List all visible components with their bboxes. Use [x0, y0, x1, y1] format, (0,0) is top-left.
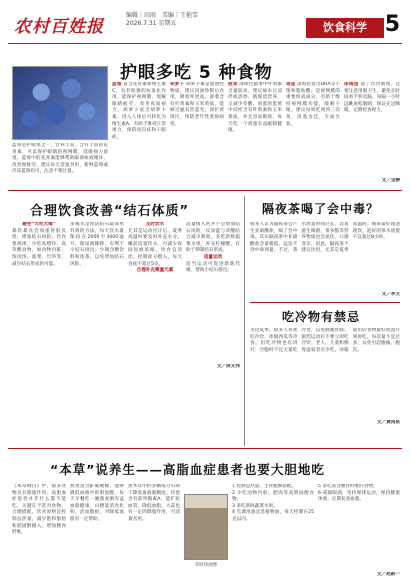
article5-col5: 5 多吃富含膳食纤维的食物。 6 戒烟限酒，坚持规律运动，保持健康体重，定期复查血脂。 — [318, 484, 400, 503]
article1-author: 文／宝静 — [381, 178, 400, 183]
article1-col3 — [170, 82, 224, 184]
article3-author: 文／李文 — [381, 292, 400, 297]
article4-title: 吃冷物有禁忌 — [282, 310, 361, 324]
article1-title: 护眼多吃 5 种食物 — [120, 63, 273, 83]
page-number: 5 — [384, 12, 400, 37]
editor-line: 编辑｜田雨 美编｜王艳雪 — [126, 12, 199, 19]
divider-3 — [8, 448, 402, 449]
article1-col4-text: 深绿色蔬菜中叶黄素含量较高，建议焯水后凉拌或清炒，既保留营养，又减少草酸。鸡蛋的蛋黄中同样含有叶黄素和玉米黄质，并且容易吸收，每天吃一个鸡蛋有益眼睛健康。 — [228, 82, 282, 134]
section-tag: 饮食科学 — [306, 18, 384, 38]
article1-col4 — [228, 82, 282, 184]
article2-col4-text: 适量摄入钙并不会增加结石风险，反而能与草酸结合减少吸收。多吃新鲜蔬菜水果，补充柠檬酸，有助于抑制结石形成。 — [186, 222, 240, 254]
article1-col5-sub: 鸡蛋 — [286, 82, 296, 87]
divider-2 — [250, 302, 400, 303]
article2-col2: 多喝水是预防结石最简单有效的方法，每天饮水量保持在2000至3000毫升，使尿液稀释，有利于小结石排出。少喝含糖饮料和浓茶，以免增加结石风险。 — [70, 222, 124, 267]
blueberry-photo — [12, 66, 108, 140]
article1-col1: 蓝莓是护眼果之一，营养丰富，含有丰富的花青素，可以保护眼睛的视网膜，延缓视力衰退。蓝莓中的花青素能够帮助眼部血液循环，改善视疲劳。建议每天适量食用，新鲜蓝莓或冷冻蓝莓均可，注意不要过量。 — [12, 143, 108, 175]
vertical-divider — [244, 196, 245, 446]
date-line: 2026.7.31 星期五 — [126, 20, 177, 27]
article5-col1: 《本草纲目》中，很多食物具有降脂作用。高脂血症患者并非什么都不能吃，关键在于选对食物、合理搭配。饮食原则是控制总热量，减少饱和脂肪和胆固醇摄入，增加膳食纤维。 — [12, 484, 66, 536]
article2-col4-sub: 适量运动 — [203, 254, 223, 260]
article1-col6 — [344, 82, 400, 178]
article1-col3-text: 胡萝卜素是脂溶性物质，建议用油炒制后食用，吸收率更高。菠菜含有叶黄素和玉米黄质，能够过滤有害蓝光，保护黄斑区，预防老年性黄斑病变。 — [170, 82, 224, 127]
header-meta — [126, 12, 198, 28]
article1-col2-sub: 蓝莓 — [112, 82, 122, 87]
article1-col6-sub: 深海鱼 — [344, 82, 359, 87]
portrait-caption: 李时珍画像 — [194, 563, 218, 568]
article5-author: 文／赵新一 — [377, 572, 400, 577]
article2-author: 文／陈文伟 — [217, 364, 240, 369]
article2-col1-sub: 避免“大吃大喝” — [22, 222, 56, 227]
article5-col4: 1 控制总热量，主食粗细搭配。 2 少吃动物内脏、肥肉等高胆固醇食物。 3 多吃新鲜蔬菜水果。 4 烹调用油宜选植物油，每天控制在25克以内。 — [232, 484, 314, 522]
article2-col4 — [186, 222, 240, 362]
article4-author: 文／黄鸿泉 — [377, 420, 400, 425]
divider-1 — [8, 190, 402, 191]
article2-col1-text: 暴饮暴食会加重肾脏负担，增加结石风险。饮食要规律，少吃高嘌呤、高草酸食物，如动物内脏、浓肉汤、菠菜、竹笋等，减少结石形成的可能。 — [12, 228, 66, 267]
article3-body: 很多人认为隔夜茶会产生亚硝酸盐，喝了会中毒。其实隔夜茶中亚硝酸盐含量极低，远达不到中毒剂量。不过，茶水放置时间过长，容易滋生细菌，茶多酚等营养物质也会氧化，口感变差。因此，隔夜茶不建议饮用，尤其是夏季高温时。喝茶最好现泡现饮，泡好的茶水放置不宜超过8小时。 — [250, 222, 400, 254]
article1-col2-text: 富含花青素和维生素C，具有很强的抗氧化作用，能保护视网膜，缓解眼睛疲劳，改善夜间视力。胡萝卜富含胡萝卜素，进入人体后可转化为维生素A，有助于维持正常视力，预防夜盲症和干眼症。 — [112, 82, 166, 140]
article1-col2 — [112, 82, 166, 184]
article5-col2: 燕麦富含β-葡聚糖，能够降低血液中的胆固醇，每天早餐吃一碗燕麦粥有益血脂健康。山楂能消食化积、活血散瘀，对降低血脂有一定帮助。 — [70, 484, 124, 522]
article2-col3-sub: 及时饮水 — [145, 222, 165, 227]
article1-col5 — [286, 82, 340, 184]
article2-col4b-text: 适当运动可促进新陈代谢，帮助小结石排出。 — [186, 261, 240, 274]
article5-col3: 黑木耳中的多糖成分有助于降低血液黏稠度。洋葱含有前列腺素A，能扩张血管、降低血脂。大蒜也有一定的降脂作用，可适量食用。 — [128, 484, 180, 522]
article1-col3-sub: 胡萝卜 — [170, 82, 185, 87]
article1-col6-text: 除了饮食调理，还要注意用眼卫生，避免长时间看手机电脑，每隔一小时远眺放松眼睛，保证充足睡眠，定期检查视力。 — [344, 82, 400, 114]
li-shizhen-portrait — [184, 494, 228, 560]
article2-col1 — [12, 222, 66, 372]
article4-body: 炎热夏季，很多人喜欢吃冷饮、冰镇西瓜等冷食。但吃冷物也有讲究：空腹时不宜大量吃冷食，以免刺激胃肠；剧烈运动后不要立即吃冷饮；老人、儿童和脾胃虚弱者应少吃。冰箱取出的食物最好放置片刻再吃，每次量不宜过多，以免引起腹痛、腹泻。 — [250, 328, 400, 353]
article1-col5-text: 深海鱼富含DHA等不饱和脂肪酸，是视网膜的重要组成成分，有助于维持视网膜功能，缓解干眼。建议每周吃两到三次鱼，清蒸为佳，少油少盐。 — [286, 82, 340, 127]
article2-col3-text: 尤其是运动出汗后、夏季高温时要及时补充水分。睡前适量饮水，可减少夜间尿液浓缩。饮食宜清淡，控制盐分摄入，每天食盐不超过5克。 — [128, 228, 182, 267]
newspaper-logo: 农村百姓报 — [14, 17, 104, 37]
article2-title: 合理饮食改善“结石体质” — [30, 204, 190, 219]
page-header — [8, 8, 402, 44]
article2-col3-sub2: 合理补充微量元素 — [136, 268, 174, 274]
article1-col4-sub: 菠菜 — [228, 82, 238, 87]
article3-title: 隔夜茶喝了会中毒？ — [262, 202, 380, 216]
article5-title: “本草”说养生——高脂血症患者也要大胆地吃 — [50, 462, 325, 477]
article2-col3 — [128, 222, 182, 372]
